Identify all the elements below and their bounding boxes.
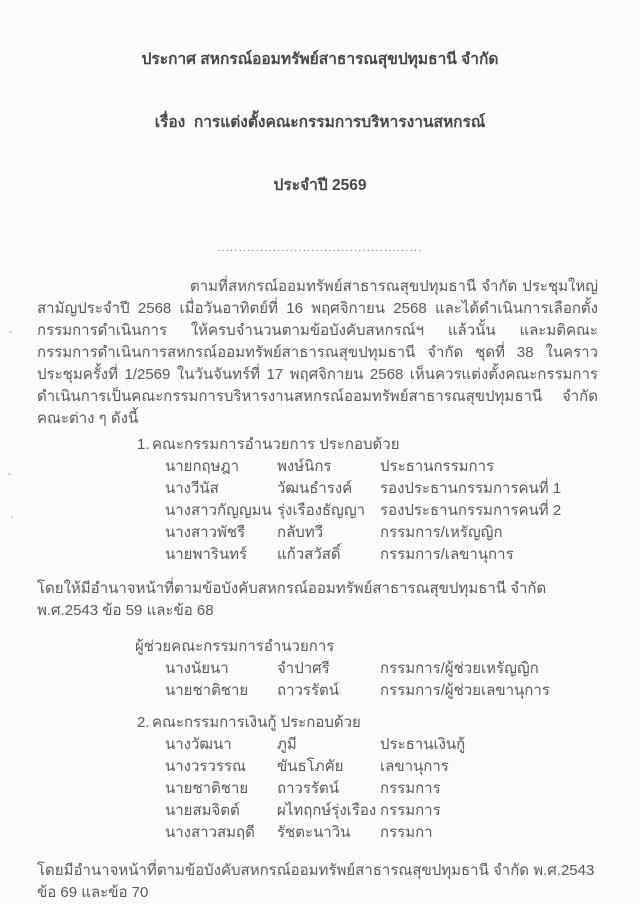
member-row (165, 500, 640, 522)
member-first-name: นางสาวพัชรี (165, 524, 246, 541)
member-last-name: วัฒนธำรงค์ (277, 480, 353, 497)
member-row (165, 478, 640, 500)
authority-note-2: โดยมีอำนาจหน้าที่ตามข้อบังคับสหกรณ์ออมทรัพย์สาธารณสุขปทุมธานี จำกัด พ.ศ.2543 ข้อ 69 และข้อ 70 (37, 862, 595, 901)
intro-paragraph: ตามที่สหกรณ์ออมทรัพย์สาธารณสุขปทุมธานี จำกัด ประชุมใหญ่สามัญประจำปี 2568 เมื่อวันอาทิตย์ที่ 16 พฤศจิกายน 2568 และได้ดำเนินการเลือกตั้ง กรรมการดำเนินการ ให้ครบจำนวนตามข้อบังคับสหกรณ์ฯ แล้วนั้น และมติคณะกรรมการดำเนินการสหกรณ์ออมทรัพย์สาธารณสุขปทุมธานี จำกัด ชุดที่ 38 ในคราวประชุมครั้งที่ 1/2569 ในวันจันทร์ที่ 17 พฤศจิกายน 2568 เห็นควรแต่งตั้งคณะกรรมการดำเนินการเป็นคณะกรรมการบริหารงานสหกรณ์ออมทรัพย์สาธารณสุขปทุมธานี จำกัด คณะต่าง ๆ ดังนี้ (37, 278, 598, 427)
member-last-name: ถาวรรัตน์ (277, 682, 340, 699)
member-first-name: นางวรวรรณ (165, 758, 246, 775)
member-last-name: กลับทวี (277, 524, 324, 541)
member-position: รองประธานกรรมการคนที่ 1 (380, 480, 562, 497)
member-first-name: นายสมจิตต์ (165, 802, 240, 819)
member-row (165, 658, 640, 680)
member-last-name: รุ่งเรืองธัญญา (277, 502, 366, 519)
member-position: กรรมการ/เลขานุการ (380, 546, 514, 563)
member-first-name: นายชาติชาย (165, 682, 249, 699)
authority-note-1: โดยให้มีอำนาจหน้าที่ตามข้อบังคับสหกรณ์ออมทรัพย์สาธารณสุขปทุมธานี จำกัด พ.ศ.2543 ข้อ 59 และข้อ 68 (37, 580, 547, 619)
section-title: คณะกรรมการเงินกู้ ประกอบด้วย (152, 714, 361, 731)
member-position: รองประธานกรรมการคนที่ 2 (380, 502, 562, 519)
member-first-name: นางสาวสมฤดี (165, 824, 255, 841)
member-first-name: นางสาวกัญญมน (165, 502, 272, 519)
member-position: กรรมการ/ผู้ช่วยเลขานุการ (380, 682, 550, 699)
document-header (0, 0, 640, 238)
member-last-name: ผไทฤกษ์รุ่งเรือง (277, 802, 377, 819)
section-number: 2. (137, 714, 150, 731)
member-row (165, 800, 640, 822)
member-position: กรรมการ/ผู้ช่วยเหรัญญิก (380, 660, 539, 677)
member-first-name: นางนัยนา (165, 660, 229, 677)
member-position: ประธานกรรมการ (380, 458, 495, 475)
dotted-divider: ................................................ (217, 243, 423, 254)
scan-artifact (8, 473, 11, 475)
member-last-name: ถาวรรัตน์ (277, 780, 340, 797)
scan-artifact (9, 331, 12, 333)
member-first-name: นางวีนัส (165, 480, 219, 497)
section-title: คณะกรรมการอำนวยการ ประกอบด้วย (152, 436, 400, 453)
member-first-name: นางวัฒนา (165, 736, 232, 753)
member-last-name: ขันธโภคัย (277, 758, 344, 775)
member-row (165, 822, 640, 844)
member-first-name: นายพารินทร์ (165, 546, 248, 563)
document-subject-line: เรื่อง การแต่งตั้งคณะกรรมการบริหารงานสหกรณ์ (154, 114, 486, 131)
member-row (165, 544, 640, 566)
member-position: กรรมการ (380, 802, 441, 819)
member-position: กรรมกา (380, 824, 433, 841)
member-last-name: พงษ์นิกร (277, 458, 332, 475)
section-number: 1. (137, 436, 150, 453)
document-title-line1: ประกาศ สหกรณ์ออมทรัพย์สาธารณสุขปทุมธานี จำกัด (141, 51, 499, 68)
document-year-line: ประจำปี 2569 (273, 177, 367, 194)
member-first-name: นายชาติชาย (165, 780, 249, 797)
section-1-heading (137, 434, 640, 456)
member-position: ประธานเงินกู้ (380, 736, 466, 753)
member-last-name: ภูมี (277, 736, 297, 753)
member-row (165, 734, 640, 756)
member-position: กรรมการ (380, 780, 441, 797)
member-row (165, 522, 640, 544)
member-first-name: นายกฤษฎา (165, 458, 240, 475)
member-row (165, 756, 640, 778)
member-last-name: แก้วสวัสดิ์ (277, 546, 341, 563)
member-position: เลขานุการ (380, 758, 449, 775)
section-2-heading (137, 712, 640, 734)
member-row (165, 778, 640, 800)
subsection-title: ผู้ช่วยคณะกรรมการอำนวยการ (135, 638, 335, 655)
member-row (165, 680, 640, 702)
scan-artifact (11, 516, 13, 518)
member-last-name: รัชตะนาวิน (277, 824, 351, 841)
member-position: กรรมการ/เหรัญญิก (380, 524, 503, 541)
member-last-name: จำปาศรี (277, 660, 330, 677)
member-row (165, 456, 640, 478)
